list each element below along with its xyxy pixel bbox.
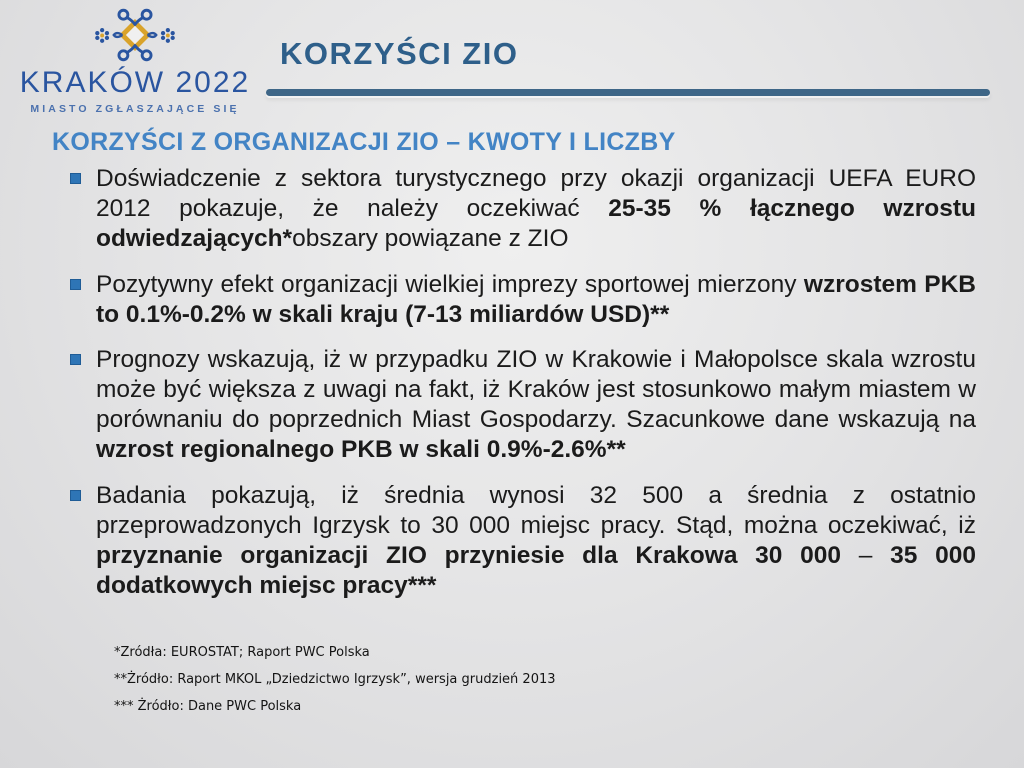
- folk-ornament-icon: [89, 6, 181, 64]
- bullet-text-bold: 25-35 % łącznego wzrostu odwiedzających*: [96, 194, 976, 252]
- logo-subtitle: MIASTO ZGŁASZAJĄCE SIĘ: [30, 103, 240, 115]
- page-title: KORZYŚCI ZIO: [280, 36, 519, 71]
- bullet-item: [68, 270, 976, 330]
- bullet-text: Badania pokazują, iż średnia wynosi 32 500 a średnia z ostatnio przeprowadzonych Igrzysk to 30 000 miejsc pracy. Stąd, można oczekiwać, iż: [96, 481, 976, 539]
- logo-title: KRAKÓW 2022: [19, 66, 251, 99]
- footnotes: [114, 645, 874, 726]
- section-heading: KORZYŚCI Z ORGANIZACJI ZIO – KWOTY I LICZBY: [52, 128, 676, 156]
- bullet-text-bold: wzrost regionalnego PKB w skali 0.9%-2.6%**: [96, 436, 626, 463]
- bullet-item: [68, 164, 976, 254]
- bullet-text: obszary powiązane z ZIO: [292, 224, 569, 252]
- bullet-text: Pozytywny efekt organizacji wielkiej imprezy sportowej mierzony: [96, 270, 804, 298]
- bullet-item: [68, 481, 976, 601]
- bullet-square-icon: [70, 490, 81, 501]
- footnote: **Żródło: Raport MKOL „Dziedzictwo Igrzysk”, wersja grudzień 2013: [114, 672, 556, 687]
- title-divider: [266, 89, 990, 96]
- bullet-item: [68, 345, 976, 465]
- footnote: *Zródła: EUROSTAT; Raport PWC Polska: [114, 645, 370, 660]
- bullet-square-icon: [70, 173, 81, 184]
- bullet-text-bold: przyznanie organizacji ZIO przyniesie dla Krakowa 30 000: [96, 541, 859, 569]
- bullet-text-bold: 35 000 dodatkowych miejsc pracy***: [96, 541, 976, 599]
- footnote: *** Żródło: Dane PWC Polska: [114, 699, 302, 714]
- krakow-2022-logo: [18, 6, 252, 115]
- bullet-text: Prognozy wskazują, iż w przypadku ZIO w Krakowie i Małopolsce skala wzrostu może być większa z uwagi na fakt, iż Kraków jest stosunkowo małym miastem w porównaniu do poprzednich Miast Gospodarzy. Szacunkowe dane wskazują na: [96, 346, 976, 434]
- bullet-square-icon: [70, 354, 81, 365]
- bullet-text-bold: wzrostem PKB to 0.1%-0.2% w skali kraju (7-13 miliardów USD)**: [96, 270, 976, 328]
- bullet-square-icon: [70, 279, 81, 290]
- bullet-text: –: [858, 541, 891, 569]
- bullet-list: [68, 164, 976, 616]
- bullet-text: Doświadczenie z sektora turystycznego przy okazji organizacji UEFA EURO 2012 pokazuje, że należy oczekiwać: [96, 165, 976, 222]
